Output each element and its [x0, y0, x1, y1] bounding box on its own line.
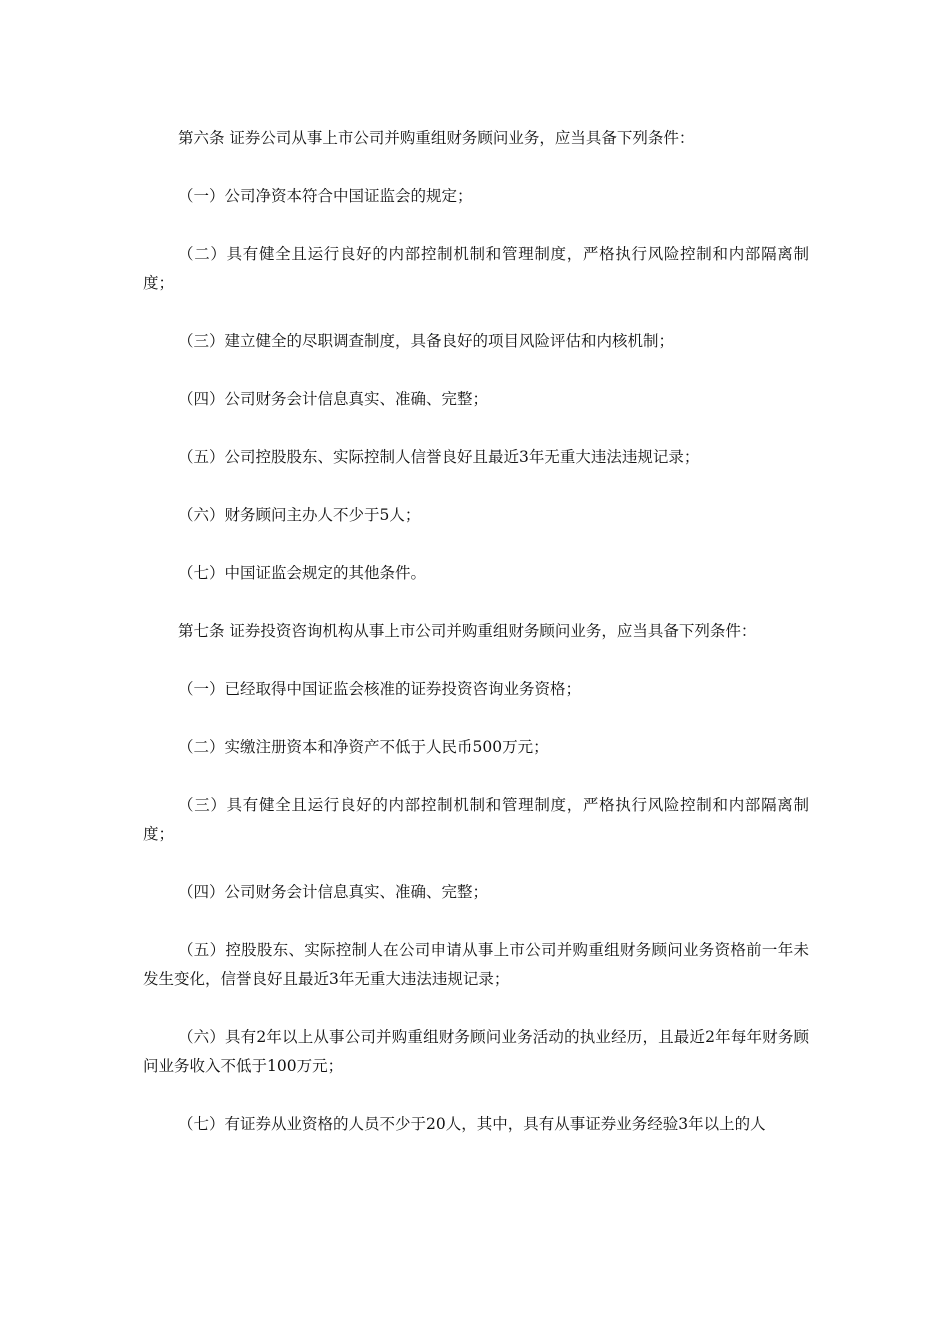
- article-7-item-2: （二）实缴注册资本和净资产不低于人民币500万元；: [178, 738, 549, 756]
- article-6-item-5: （五）公司控股股东、实际控制人信誉良好且最近3年无重大违法违规记录；: [178, 448, 700, 466]
- article-7-item-4: （四）公司财务会计信息真实、准确、完整；: [178, 883, 489, 901]
- article-6-item-3: （三）建立健全的尽职调查制度，具备良好的项目风险评估和内核机制；: [178, 332, 675, 350]
- article-6-item-6: （六）财务顾问主办人不少于5人；: [178, 506, 421, 524]
- article-7-heading: 第七条 证券投资咨询机构从事上市公司并购重组财务顾问业务，应当具备下列条件：: [178, 622, 757, 640]
- article-6-item-4: （四）公司财务会计信息真实、准确、完整；: [178, 390, 489, 408]
- document-body: [143, 124, 809, 1139]
- article-7-item-1: （一）已经取得中国证监会核准的证券投资咨询业务资格；: [178, 680, 582, 698]
- article-6-item-1: （一）公司净资本符合中国证监会的规定；: [178, 187, 473, 205]
- article-7-item-3: （三）具有健全且运行良好的内部控制机制和管理制度，严格执行风险控制和内部隔离制度；: [143, 796, 809, 843]
- article-7-item-5: （五）控股股东、实际控制人在公司申请从事上市公司并购重组财务顾问业务资格前一年未发生变化，信誉良好且最近3年无重大违法违规记录；: [143, 941, 809, 988]
- article-6-item-2: （二）具有健全且运行良好的内部控制机制和管理制度，严格执行风险控制和内部隔离制度；: [143, 245, 809, 292]
- article-7-item-6: （六）具有2年以上从事公司并购重组财务顾问业务活动的执业经历，且最近2年每年财务顾问业务收入不低于100万元；: [143, 1028, 809, 1075]
- article-6-item-7: （七）中国证监会规定的其他条件。: [178, 564, 427, 582]
- article-6-heading: 第六条 证券公司从事上市公司并购重组财务顾问业务，应当具备下列条件：: [178, 129, 695, 147]
- article-7-item-7: （七）有证券从业资格的人员不少于20人，其中，具有从事证券业务经验3年以上的人: [178, 1115, 766, 1133]
